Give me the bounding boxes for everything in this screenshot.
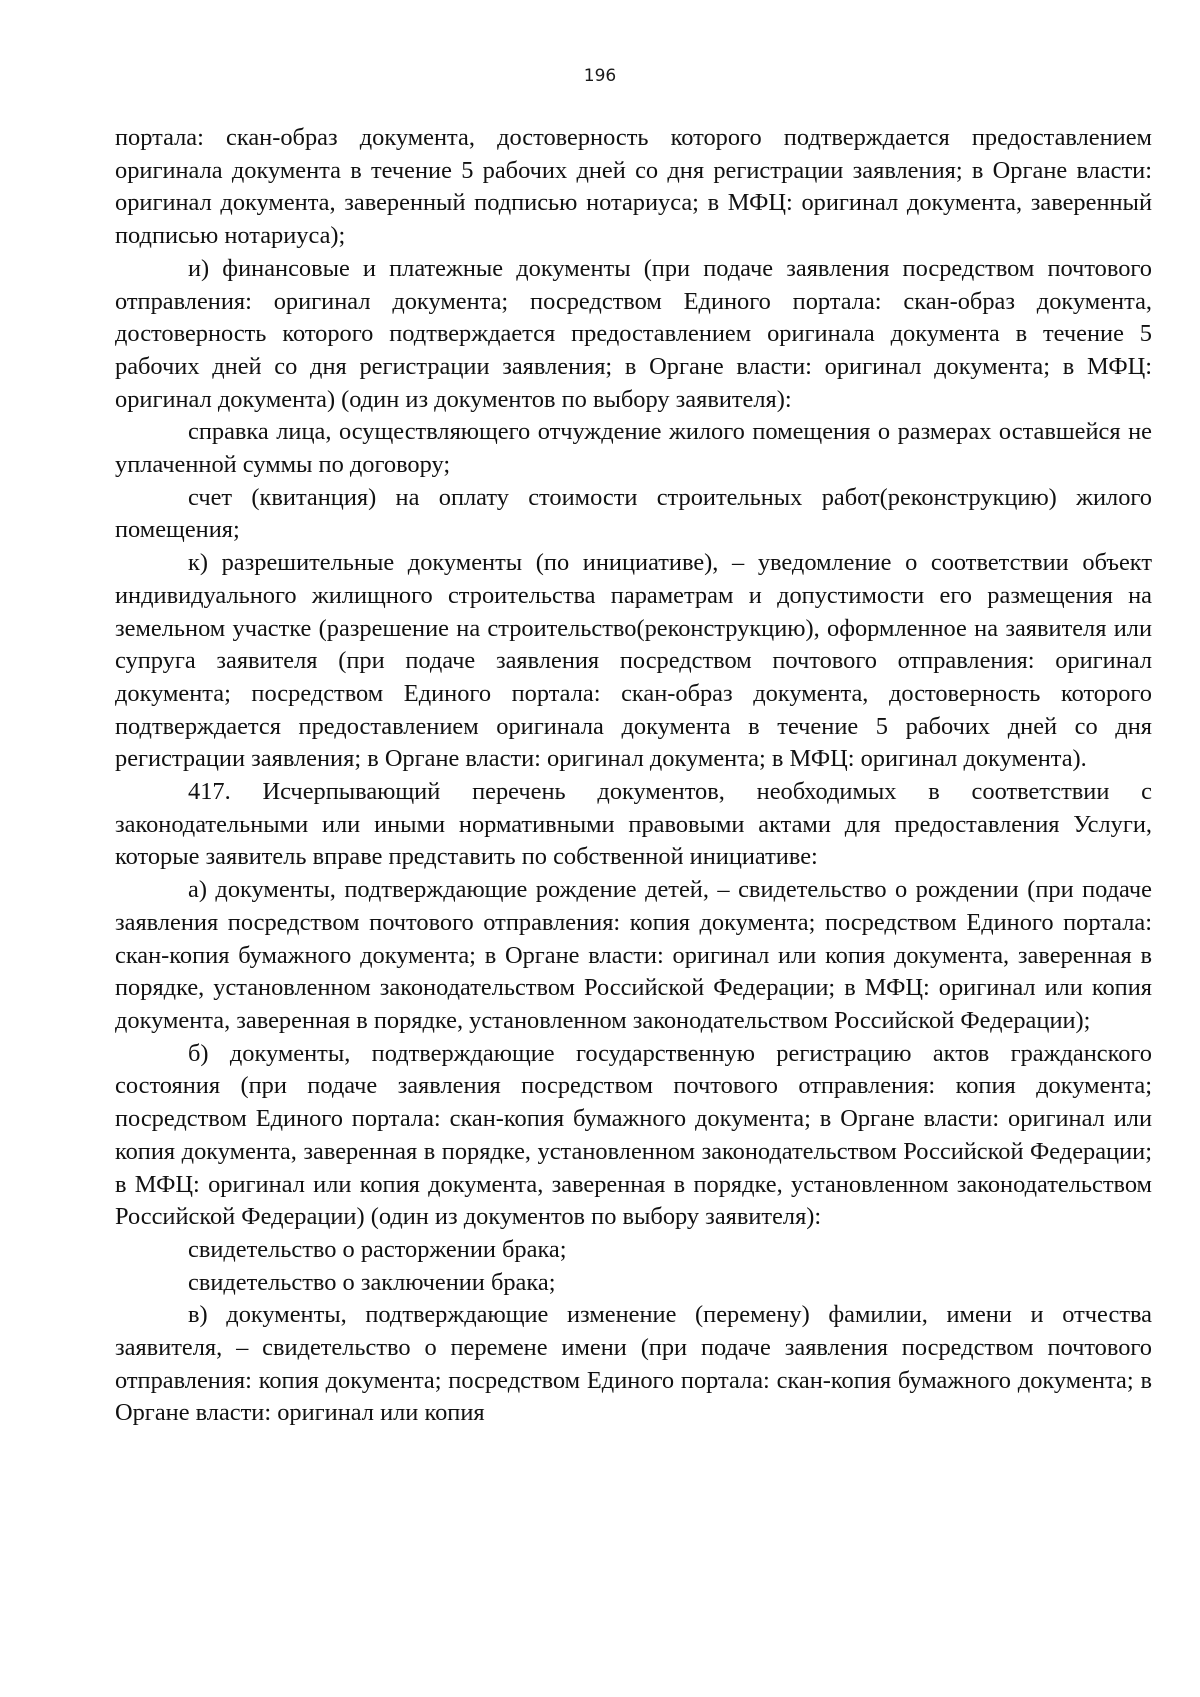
paragraph-item-k: к) разрешительные документы (по инициативе), – уведомление о соответствии объект индивидуального жилищного строительства параметрам и допустимости его размещения на земельном участке (разрешение на строительство(реконструкцию), оформленное на заявителя или супруга заявителя (при подаче заявления посредством почтового отправления: оригинал документа; посредством Единого портала: скан-образ документа, достоверность которого подтверждается предоставлением оригинала документа в течение 5 рабочих дней со дня регистрации заявления; в Органе власти: оригинал документа; в МФЦ: оригинал документа). [115,549,1152,773]
paragraph-invoice: счет (квитанция) на оплату стоимости строительных работ(реконструкцию) жилого помещения; [115,483,1152,544]
paragraph-marriage-certificate: свидетельство о заключении брака; [188,1268,556,1296]
paragraph-divorce-certificate: свидетельство о расторжении брака; [188,1235,567,1263]
paragraph-item-i: и) финансовые и платежные документы (при подаче заявления посредством почтового отправления: оригинал документа; посредством Единого портала: скан-образ документа, достоверность которого подтверждается предоставлением оригинала документа в течение 5 рабочих дней со дня регистрации заявления; в Органе власти: оригинал документа; в МФЦ: оригинал документа) (один из документов по выбору заявителя): [115,254,1152,413]
document-body [115,122,1152,1430]
paragraph-item-b: б) документы, подтверждающие государственную регистрацию актов гражданского состояния (при подаче заявления посредством почтового отправления: копия документа; посредством Единого портала: скан-копия бумажного документа; в Органе власти: оригинал или копия документа, заверенная в порядке, установленном законодательством Российской Федерации; в МФЦ: оригинал или копия документа, заверенная в порядке, установленном законодательством Российской Федерации) (один из документов по выбору заявителя): [115,1039,1152,1231]
paragraph-clause-417: 417. Исчерпывающий перечень документов, необходимых в соответствии с законодательными или иными нормативными правовыми актами для предоставления Услуги, которые заявитель вправе представить по собственной инициативе: [115,778,1152,871]
paragraph-certificate-unpaid-sum: справка лица, осуществляющего отчуждение жилого помещения о размерах оставшейся не уплаченной суммы по договору; [115,418,1152,479]
page-number: 196 [583,66,617,86]
paragraph-continuation: портала: скан-образ документа, достоверность которого подтверждается предоставлением оригинала документа в течение 5 рабочих дней со дня регистрации заявления; в Органе власти: оригинал документа, заверенный подписью нотариуса; в МФЦ: оригинал документа, заверенный подписью нотариуса); [115,124,1152,250]
paragraph-item-v: в) документы, подтверждающие изменение (перемену) фамилии, имени и отчества заявителя, – свидетельство о перемене имени (при подаче заявления посредством почтового отправления: копия документа; посредством Единого портала: скан-копия бумажного документа; в Органе власти: оригинал или копия [115,1301,1152,1427]
paragraph-item-a: а) документы, подтверждающие рождение детей, – свидетельство о рождении (при подаче заявления посредством почтового отправления: копия документа; посредством Единого портала: скан-копия бумажного документа; в Органе власти: оригинал или копия документа, заверенная в порядке, установленном законодательством Российской Федерации; в МФЦ: оригинал или копия документа, заверенная в порядке, установленном законодательством Российской Федерации); [115,876,1152,1034]
